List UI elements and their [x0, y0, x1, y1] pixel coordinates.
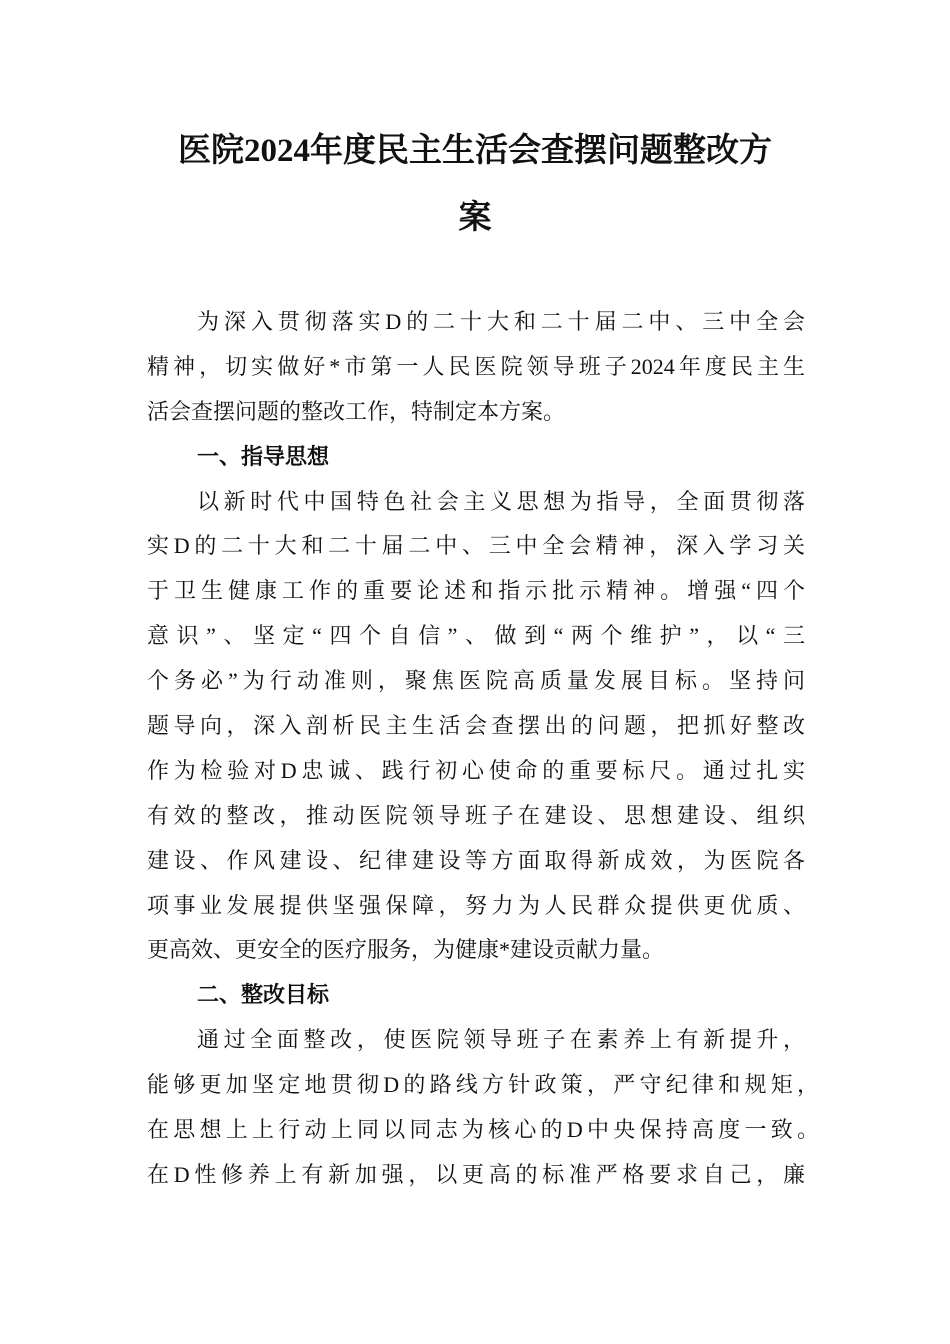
- paragraph-line: 意识”、坚定“四个自信”、做到“两个维护”，以“三: [147, 623, 805, 649]
- paragraph-line: 个务必”为行动准则，聚焦医院高质量发展目标。坚持问: [147, 668, 805, 694]
- paragraph-line: 以新时代中国特色社会主义思想为指导，全面贯彻落: [197, 488, 805, 514]
- paragraph-line: 在D性修养上有新加强，以更高的标准严格要求自己，廉: [147, 1161, 805, 1187]
- section-heading: 二、整改目标: [197, 982, 330, 1008]
- paragraph-line: 作为检验对D忠诚、践行初心使命的重要标尺。通过扎实: [147, 757, 805, 783]
- paragraph-line: 能够更加坚定地贯彻D的路线方针政策，严守纪律和规矩，: [147, 1072, 819, 1098]
- paragraph-line: 活会查摆问题的整改工作，特制定本方案。: [147, 398, 566, 424]
- document-body: [147, 300, 819, 1198]
- paragraph-line: 为深入贯彻落实D的二十大和二十届二中、三中全会: [197, 309, 805, 334]
- paragraph-line: 更高效、更安全的医疗服务，为健康*建设贡献力量。: [147, 937, 665, 963]
- paragraph-line: 建设、作风建设、纪律建设等方面取得新成效，为医院各: [147, 847, 805, 873]
- paragraph-line: 在思想上上行动上同以同志为核心的D中央保持高度一致。: [147, 1117, 819, 1143]
- section-heading: 一、指导思想: [197, 443, 330, 469]
- paragraph-line: 于卫生健康工作的重要论述和指示批示精神。增强“四个: [147, 578, 805, 604]
- paragraph-line: 有效的整改，推动医院领导班子在建设、思想建设、组织: [147, 802, 805, 828]
- paragraph-line: 项事业发展提供坚强保障，努力为人民群众提供更优质、: [147, 892, 805, 918]
- paragraph-line: 实D的二十大和二十届二中、三中全会精神，深入学习关: [147, 533, 805, 559]
- document-title-line-2: 案: [458, 200, 492, 236]
- document-title-line-1: 医院2024年度民主生活会查摆问题整改方: [178, 133, 772, 169]
- paragraph-line: 通过全面整改，使医院领导班子在素养上有新提升，: [197, 1027, 805, 1053]
- paragraph-line: 精神，切实做好*市第一人民医院领导班子2024年度民主生: [147, 353, 805, 379]
- paragraph-line: 题导向，深入剖析民主生活会查摆出的问题，把抓好整改: [147, 713, 805, 739]
